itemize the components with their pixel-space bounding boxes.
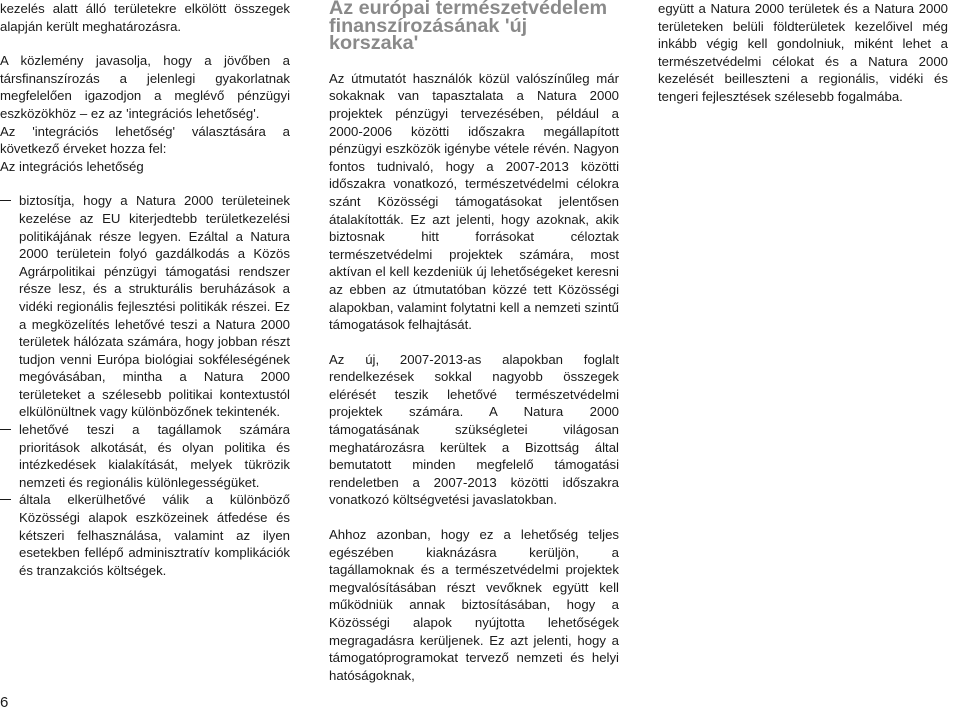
paragraph: Az 'integrációs lehetőség' választására a következő érveket hozza fel: — [0, 123, 290, 157]
dash-list-item: általa elkerülhetővé válik a különböző Közösségi alapok eszközeinek átfedése és kétszeri felhasználása, valamint az ilyen esetekben fellépő adminisztratív komplikációk és tranzakciós költségek. — [0, 491, 290, 579]
paragraph: Az integrációs lehetőség — [0, 158, 144, 174]
text-column-left — [0, 0, 290, 579]
section-heading-line: Az európai természetvédelem — [329, 0, 608, 19]
paragraph: Az új, 2007-2013-as alapokban foglalt rendelkezések sokkal nagyobb összegek elérését teszik lehetővé természetvédelmi projektek számára. A Natura 2000 támogatásának szükségletei világosan meghatározásra kerültek a Bizottság által bemutatott minden megfelelő támogatási rendeletben a 2007-2013 közötti időszakra vonatkozó költségvetési javaslatokban. — [329, 351, 619, 508]
dash-list-item: lehetővé teszi a tagállamok számára prioritások alkotását, és olyan politika és intézkedések kialakítását, melyek tükrözik nemzeti és regionális különlegességüket. — [0, 421, 290, 491]
paragraph: együtt a Natura 2000 területek és a Natura 2000 területeken belüli földterületek kezelőivel még inkább végig kell gondolniuk, miként lehet a természetvédelmi célokat és a Natura 2000 kezelését beilleszteni a regionális, vidéki és tengeri fejlesztések szélesebb fogalmába. — [658, 1, 948, 104]
section-heading-line: finanszírozásának 'új korszaka' — [329, 14, 528, 55]
text-column-right — [658, 0, 948, 106]
paragraph: Ahhoz azonban, hogy ez a lehetőség teljes egészében kiaknázásra kerüljön, a tagállamoknak és a természetvédelmi projektek megvalósításában részt vevőknek együtt kell működniük annak biztosításában, hogy a Közösségi alapok nyújtotta lehetőségek megragadásra kerüljenek. Ez azt jelenti, hogy a támogatóprogramokat tervező nemzeti és helyi hatóságoknak, — [329, 527, 619, 683]
paragraph: kezelés alatt álló területekre elkölött összegek alapján került meghatározásra. — [0, 1, 290, 34]
dash-list-item: biztosítja, hogy a Natura 2000 területeinek kezelése az EU kiterjedtebb területkezelési politikájának része legyen. Ezáltal a Natura 2000 területein folyó gazdálkodás a Közös Agrárpolitikai pénzügyi támogatási rendszer része lesz, és a strukturális beruházások a vidéki regionális fejlesztési politikák részei. Ez a megközelítés lehetővé teszi a Natura 2000 területek hálózata számára, hogy jobban részt tudjon venni Európa biológiai sokféleségének megóvásában, mintha a Natura 2000 területeket a szélesebb politikai kontextustól elkülönültnek vagy különbözőnek tekintenék. — [0, 192, 290, 421]
paragraph: A közlemény javasolja, hogy a jövőben a társfinanszírozás a jelenlegi gyakorlatnak megfelelően igazodjon a meglévő pénzügyi eszközökhöz – ez az 'integrációs lehetőség'. — [0, 53, 290, 121]
section-heading — [329, 0, 619, 53]
text-column-middle — [329, 0, 619, 684]
paragraph: Az útmutatót használók közül valószínűleg már sokaknak van tapasztalata a Natura 2000 projektek pénzügyi tervezésében, például a 2000-2006 közötti időszakra megállapított pénzügyi eszközök igénybe vétele révén. Nagyon fontos tudnivaló, hogy a 2007-2013 közötti időszakra vonatkozó, természetvédelmi célokra szánt Közösségi támogatásokat jelentősen átalakították. Ez azt jelenti, hogy azoknak, akik biztosnak hitt forrásokat céloztak természetvédelmi projektek számára, most aktívan el kell kezdeniük új lehetőségeket keresni az ebben az útmutatóban közzé tett Közösségi alapokban, valamint folytatni kell a nemzeti szintű támogatások felhajtását. — [329, 70, 619, 333]
page-number: 6 — [0, 694, 9, 711]
